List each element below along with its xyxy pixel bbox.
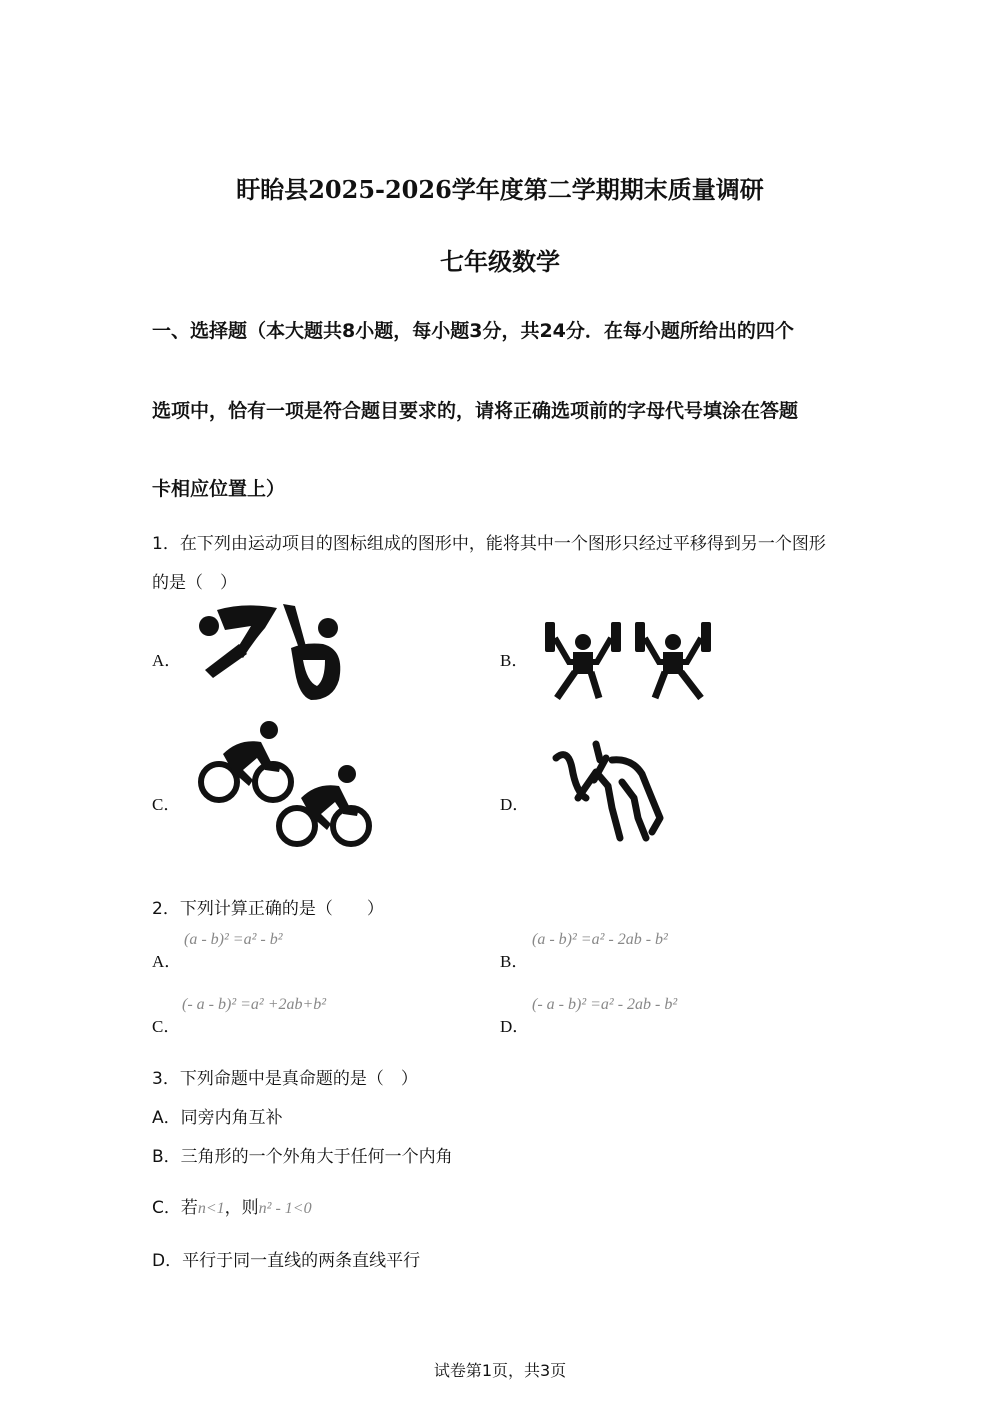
q2-option-c-label: C． bbox=[152, 1017, 181, 1036]
q1-option-c-label: C． bbox=[152, 795, 181, 814]
page-title: 盱眙县2025-2026学年度第二学期期末质量调研 bbox=[236, 175, 764, 204]
q2-option-d-label: D． bbox=[500, 1017, 530, 1036]
q1-stem-line-2: 的是（ ） bbox=[152, 573, 237, 593]
q1-option-a-label: A． bbox=[152, 651, 182, 670]
q2-option-a-expr: (a - b)² =a² - b² bbox=[184, 931, 283, 948]
q3-option-c-conclusion: n² - 1<0 bbox=[258, 1200, 312, 1217]
q3-option-b: B．三角形的一个外角大于任何一个内角 bbox=[152, 1147, 453, 1167]
q2-option-a-label: A． bbox=[152, 952, 182, 971]
page-footer: 试卷第1页，共3页 bbox=[433, 1361, 567, 1380]
q3-option-a: A．同旁内角互补 bbox=[152, 1108, 283, 1128]
q2-option-b-label: B． bbox=[500, 952, 529, 971]
section-line-3: 卡相应位置上） bbox=[152, 478, 286, 500]
q2-stem: 2．下列计算正确的是（ ） bbox=[152, 899, 384, 919]
section-line-2: 选项中，恰有一项是符合题目要求的，请将正确选项前的字母代号填涂在答题 bbox=[152, 400, 799, 422]
q3-option-d: D．平行于同一直线的两条直线平行 bbox=[152, 1251, 421, 1271]
q1-option-d-label: D． bbox=[500, 795, 530, 814]
q1-option-b-label: B． bbox=[500, 651, 529, 670]
q3-option-c bbox=[152, 1193, 312, 1218]
judo-icon bbox=[550, 738, 670, 843]
q3-option-c-label: C．若 bbox=[152, 1198, 198, 1218]
cycling-icon bbox=[195, 720, 375, 850]
q3-option-c-then: ，则 bbox=[224, 1198, 259, 1218]
q3-stem: 3．下列命题中是真命题的是（ ） bbox=[152, 1069, 418, 1089]
q3-option-c-condition: n<1 bbox=[197, 1200, 225, 1217]
q2-option-d-expr: (- a - b)² =a² - 2ab - b² bbox=[532, 996, 678, 1013]
page-subtitle: 七年级数学 bbox=[440, 247, 560, 276]
diving-icon bbox=[195, 600, 355, 705]
q2-option-c-expr: (- a - b)² =a² +2ab+b² bbox=[182, 996, 327, 1013]
q1-stem-line-1: 1．在下列由运动项目的图标组成的图形中，能将其中一个图形只经过平移得到另一个图形 bbox=[152, 534, 826, 554]
weightlifting-icon bbox=[543, 620, 713, 705]
section-line-1: 一、选择题（本大题共8小题，每小题3分，共24分．在每小题所给出的四个 bbox=[152, 320, 794, 342]
q2-option-b-expr: (a - b)² =a² - 2ab - b² bbox=[532, 931, 668, 948]
